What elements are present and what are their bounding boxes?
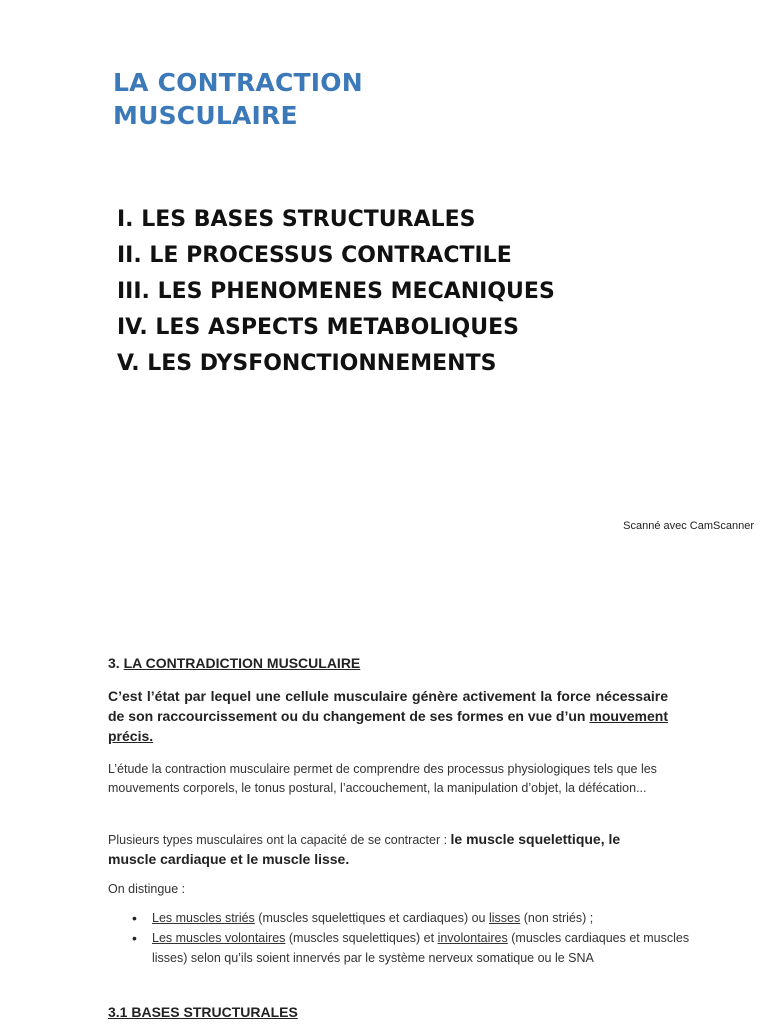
scanner-watermark: Scanné avec CamScanner bbox=[623, 520, 754, 532]
bullet-list bbox=[108, 908, 714, 968]
list-item bbox=[152, 928, 714, 968]
section-number: 3. bbox=[108, 655, 120, 671]
toc-item-1: I. LES BASES STRUCTURALES bbox=[117, 207, 476, 232]
bullet-text: (muscles squelettiques et cardiaques) ou bbox=[258, 911, 486, 925]
term-volontaires: Les muscles volontaires bbox=[152, 931, 286, 945]
section-title: LA CONTRADICTION MUSCULAIRE bbox=[123, 655, 361, 671]
table-of-contents bbox=[117, 202, 555, 382]
toc-item-2: II. LE PROCESSUS CONTRACTILE bbox=[117, 243, 512, 268]
paragraph-types bbox=[108, 830, 668, 870]
title-line-1: LA CONTRACTION bbox=[113, 68, 363, 97]
term-stries: Les muscles striés bbox=[152, 911, 255, 925]
scanned-page bbox=[0, 640, 768, 1024]
bullet-text: (muscles cardiaques et muscles lisses) selon qu’ils soient innervés par le système nerveux somatique ou le SNA bbox=[152, 931, 690, 965]
bullet-text: (muscles squelettiques) et bbox=[288, 931, 435, 945]
subsection-heading: 3.1 BASES STRUCTURALES bbox=[108, 1004, 298, 1020]
definition-paragraph bbox=[108, 686, 668, 746]
types-intro: Plusieurs types musculaires ont la capacité de se contracter : bbox=[108, 833, 448, 847]
title-line-2: MUSCULAIRE bbox=[113, 101, 298, 130]
toc-item-4: IV. LES ASPECTS METABOLIQUES bbox=[117, 315, 519, 340]
types-list: le muscle squelettique, le muscle cardiaque et le muscle lisse. bbox=[108, 831, 621, 867]
definition-underlined: mouvement précis. bbox=[108, 708, 668, 744]
term-involontaires: involontaires bbox=[437, 931, 508, 945]
toc-item-3: III. LES PHENOMENES MECANIQUES bbox=[117, 279, 555, 304]
document-title bbox=[113, 66, 363, 132]
definition-text: C’est l’état par lequel une cellule musculaire génère activement la force nécessaire de son raccourcissement ou du changement de ses formes en vue d’un bbox=[108, 688, 668, 724]
list-item bbox=[152, 908, 714, 928]
toc-item-5: V. LES DYSFONCTIONNEMENTS bbox=[117, 351, 497, 376]
section-heading bbox=[108, 655, 360, 671]
paragraph-study: L’étude la contraction musculaire permet de comprendre des processus physiologiques tels que les mouvements corporels, le tonus postural, l’accouchement, la manipulation d’objet, la défécation... bbox=[108, 762, 657, 795]
distinguish-label: On distingue : bbox=[108, 882, 186, 896]
bullet-text: (non striés) ; bbox=[523, 911, 594, 925]
term-lisses: lisses bbox=[489, 911, 521, 925]
